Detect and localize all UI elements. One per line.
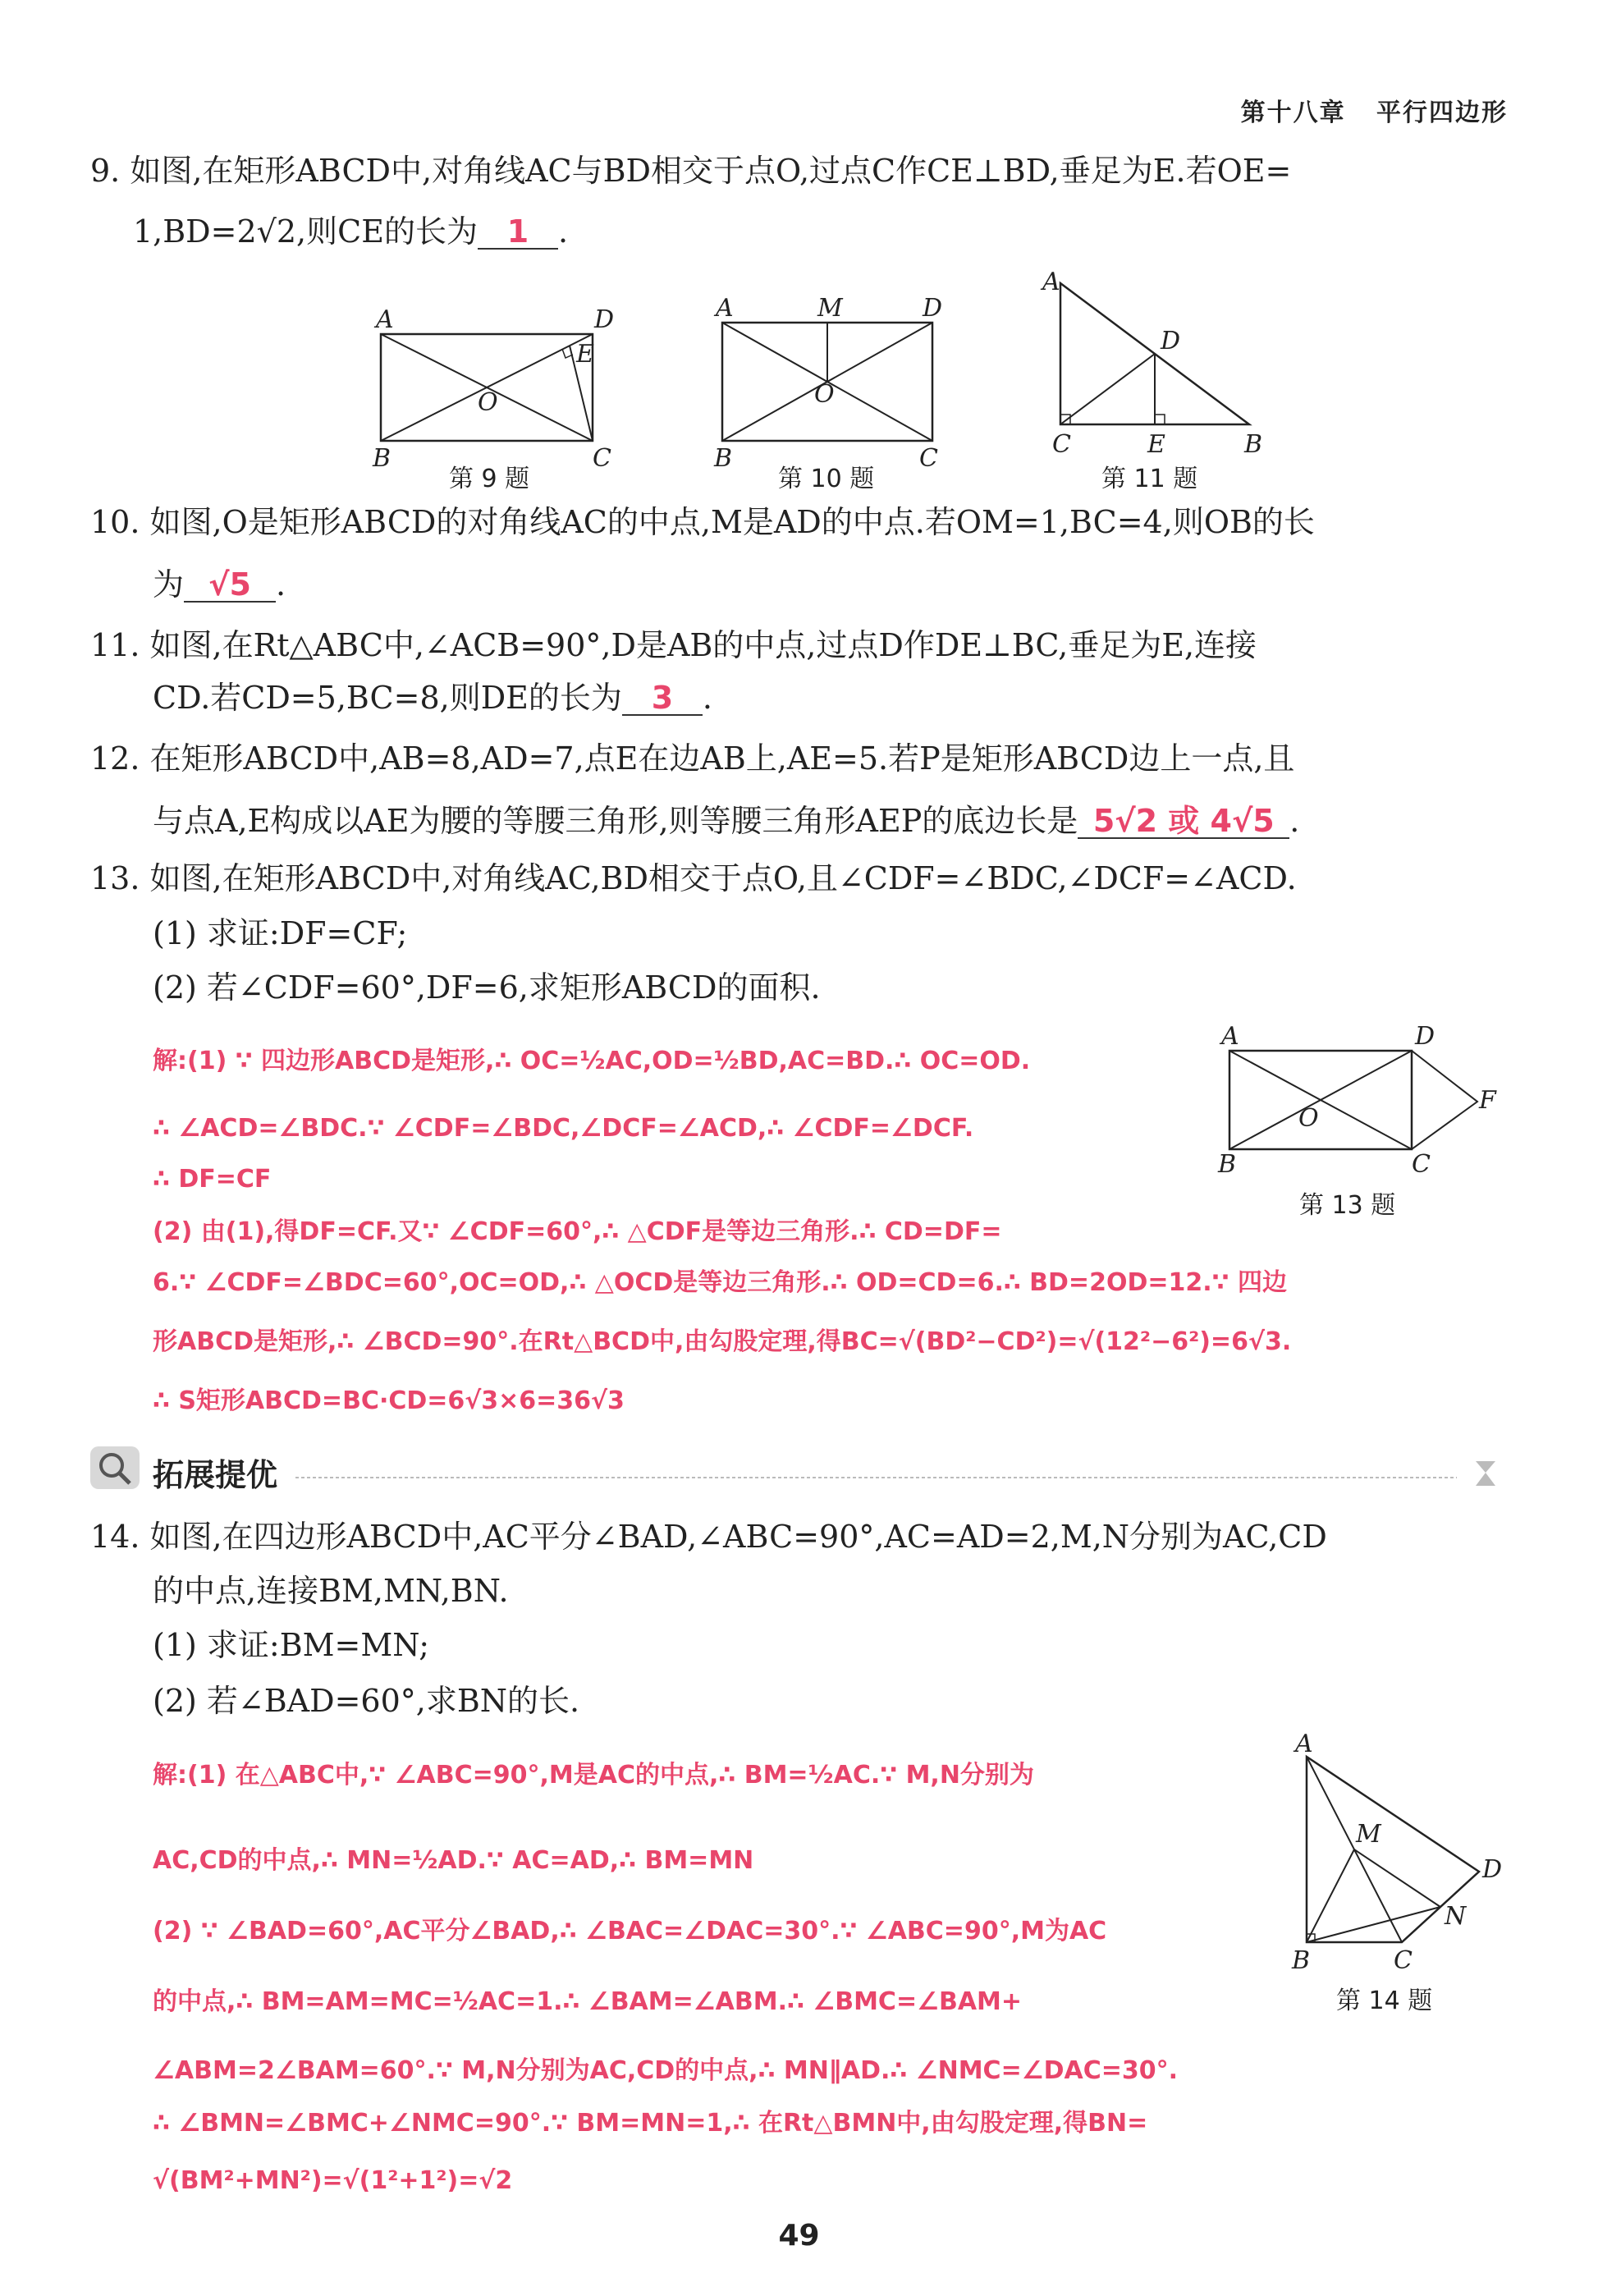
- q14-part2: (2) 若∠BAD=60°,求BN的长.: [153, 1683, 580, 1719]
- q10-answer: √5: [184, 568, 276, 603]
- q12-line1: 12. 在矩形ABCD中,AB=8,AD=7,点E在边AB上,AE=5.若P是矩形ABCD边上一点,且: [90, 740, 1295, 777]
- q11-line2: [153, 681, 712, 716]
- q12-end: .: [1289, 803, 1300, 839]
- fig11-label-a: A: [1042, 268, 1060, 296]
- q14-sol-2: AC,CD的中点,∴ MN=½AD.∵ AC=AD,∴ BM=MN: [153, 1846, 754, 1875]
- q10-end: .: [276, 566, 286, 603]
- fig9-label-c: C: [593, 444, 611, 473]
- q13-line1: 13. 如图,在矩形ABCD中,对角线AC,BD相交于点O,且∠CDF=∠BDC,∠DCF=∠ACD.: [90, 860, 1297, 896]
- fig14-label-b: B: [1292, 1946, 1311, 1975]
- section-label: 平行四边形: [1376, 99, 1508, 127]
- q14-sol-6: ∴ ∠BMN=∠BMC+∠NMC=90°.∵ BM=MN=1,∴ 在Rt△BMN中,由勾股定理,得BN=: [153, 2109, 1148, 2138]
- q14-sol-3: (2) ∵ ∠BAD=60°,AC平分∠BAD,∴ ∠BAC=∠DAC=30°.∵ ∠ABC=90°,M为AC: [153, 1917, 1107, 1945]
- fig11-label-d: D: [1161, 327, 1181, 355]
- fig14-label-m: M: [1356, 1820, 1381, 1849]
- fig9-label-b: B: [373, 444, 391, 473]
- fig10-label-o: O: [814, 380, 835, 409]
- fig13-label-c: C: [1412, 1150, 1431, 1174]
- fig11-label-e: E: [1147, 430, 1165, 459]
- fig13-dfc: [1412, 1051, 1477, 1149]
- fig13-label-o: O: [1298, 1104, 1319, 1133]
- q9-answer: 1: [478, 215, 558, 250]
- fig9-label-a: A: [376, 305, 394, 334]
- fig13-label-d: D: [1415, 1026, 1435, 1051]
- fig11: [1040, 268, 1262, 459]
- fig10-label-c: C: [919, 444, 938, 473]
- fig13-label-b: B: [1218, 1150, 1237, 1174]
- q14-sol-7: √(BM²+MN²)=√(1²+1²)=√2: [153, 2166, 513, 2195]
- fig14-label-a: A: [1295, 1734, 1313, 1758]
- fig13-caption: 第 13 题: [1299, 1191, 1396, 1220]
- chapter-header: [1241, 92, 1508, 128]
- q14-sol-1: 解:(1) 在△ABC中,∵ ∠ABC=90°,M是AC的中点,∴ BM=½AC.∵ M,N分别为: [153, 1761, 1034, 1790]
- q10-line2: [153, 568, 286, 603]
- section-icon-bg: [90, 1446, 140, 1489]
- page-number: 49: [778, 2219, 820, 2252]
- chapter-label: 第十八章: [1240, 99, 1346, 127]
- q14-sol-4: 的中点,∴ BM=AM=MC=½AC=1.∴ ∠BAM=∠ABM.∴ ∠BMC=∠BAM+: [153, 1987, 1023, 2016]
- fig14-mn: [1354, 1849, 1440, 1907]
- fig11-cd: [1060, 354, 1155, 424]
- q11-end: .: [702, 680, 713, 716]
- q13-part2: (2) 若∠CDF=60°,DF=6,求矩形ABCD的面积.: [153, 969, 821, 1006]
- fig11-label-b: B: [1244, 430, 1263, 459]
- q14-line1: 14. 如图,在四边形ABCD中,AC平分∠BAD,∠ABC=90°,AC=AD=2,M,N分别为AC,CD: [90, 1519, 1327, 1555]
- fig9-label-e: E: [576, 340, 594, 369]
- fig10-label-d: D: [923, 294, 943, 323]
- q14-part1: (1) 求证:BM=MN;: [153, 1627, 429, 1663]
- q9-line2: [133, 215, 568, 250]
- fig13-label-f: F: [1479, 1086, 1496, 1115]
- fig14: [1280, 1734, 1518, 1980]
- q13-sol-2: ∴ ∠ACD=∠BDC.∵ ∠CDF=∠BDC,∠DCF=∠ACD,∴ ∠CDF=∠DCF.: [153, 1114, 974, 1143]
- fig14-caption: 第 14 题: [1336, 1987, 1433, 2015]
- q9-end: .: [557, 213, 569, 250]
- q13-sol-3: ∴ DF=CF: [153, 1165, 272, 1194]
- q14-line2: 的中点,连接BM,MN,BN.: [153, 1573, 509, 1609]
- fig13-label-a: A: [1221, 1026, 1239, 1051]
- q12-line2: [153, 804, 1299, 839]
- q13-sol-5: 6.∵ ∠CDF=∠BDC=60°,OC=OD,∴ △OCD是等边三角形.∴ OD=CD=6.∴ BD=2OD=12.∵ 四边: [153, 1268, 1287, 1297]
- q13-sol-6: 形ABCD是矩形,∴ ∠BCD=90°.在Rt△BCD中,由勾股定理,得BC=√(BD²−CD²)=√(12²−6²)=6√3.: [153, 1327, 1292, 1356]
- fig14-label-c: C: [1394, 1946, 1413, 1975]
- fig10: [713, 294, 942, 473]
- q11-text: CD.若CD=5,BC=8,则DE的长为: [153, 680, 622, 716]
- q12-text: 与点A,E构成以AE为腰的等腰三角形,则等腰三角形AEP的底边长是: [153, 803, 1078, 839]
- fig9-caption: 第 9 题: [449, 465, 530, 493]
- fig10-caption: 第 10 题: [778, 465, 875, 493]
- fig11-label-c: C: [1052, 430, 1071, 459]
- section-title: 拓展提优: [153, 1457, 278, 1493]
- q14-sol-5: ∠ABM=2∠BAM=60°.∵ M,N分别为AC,CD的中点,∴ MN∥AD.∴ ∠NMC=∠DAC=30°.: [153, 2056, 1179, 2085]
- q11-answer: 3: [622, 681, 703, 716]
- q10-text: 为: [153, 566, 185, 603]
- fig10-label-a: A: [716, 294, 734, 323]
- fig11-right-angle-e: [1155, 415, 1165, 424]
- fig9: [372, 305, 614, 473]
- q9-text: 1,BD=2√2,则CE的长为: [133, 213, 478, 250]
- section-bar: [90, 1445, 1502, 1491]
- q13-sol-7: ∴ S矩形ABCD=BC·CD=6√3×6=36√3: [153, 1386, 625, 1415]
- fig11-caption: 第 11 题: [1101, 465, 1198, 493]
- q13-sol-1: 解:(1) ∵ 四边形ABCD是矩形,∴ OC=½AC,OD=½BD,AC=BD.∴ OC=OD.: [153, 1047, 1031, 1075]
- q11-line1: 11. 如图,在Rt△ABC中,∠ACB=90°,D是AB的中点,过点D作DE⊥BC,垂足为E,连接: [90, 627, 1257, 663]
- hourglass-icon: [1476, 1461, 1495, 1486]
- fig9-label-o: O: [478, 388, 498, 417]
- fig14-bm: [1307, 1849, 1354, 1942]
- q13-sol-4: (2) 由(1),得DF=CF.又∵ ∠CDF=60°,∴ △CDF是等边三角形.∴ CD=DF=: [153, 1217, 1002, 1246]
- fig14-label-d: D: [1482, 1855, 1503, 1884]
- fig10-label-b: B: [714, 444, 733, 473]
- fig13: [1215, 1026, 1510, 1174]
- q13-part1: (1) 求证:DF=CF;: [153, 915, 408, 951]
- q10-line1: 10. 如图,O是矩形ABCD的对角线AC的中点,M是AD的中点.若OM=1,BC=4,则OB的长: [90, 504, 1315, 540]
- fig10-label-m: M: [817, 294, 843, 323]
- q12-answer: 5√2 或 4√5: [1078, 804, 1289, 839]
- fig9-label-d: D: [594, 305, 615, 334]
- q9-line1: 9. 如图,在矩形ABCD中,对角线AC与BD相交于点O,过点C作CE⊥BD,垂足为E.若OE=: [90, 153, 1292, 189]
- fig14-label-n: N: [1445, 1902, 1467, 1931]
